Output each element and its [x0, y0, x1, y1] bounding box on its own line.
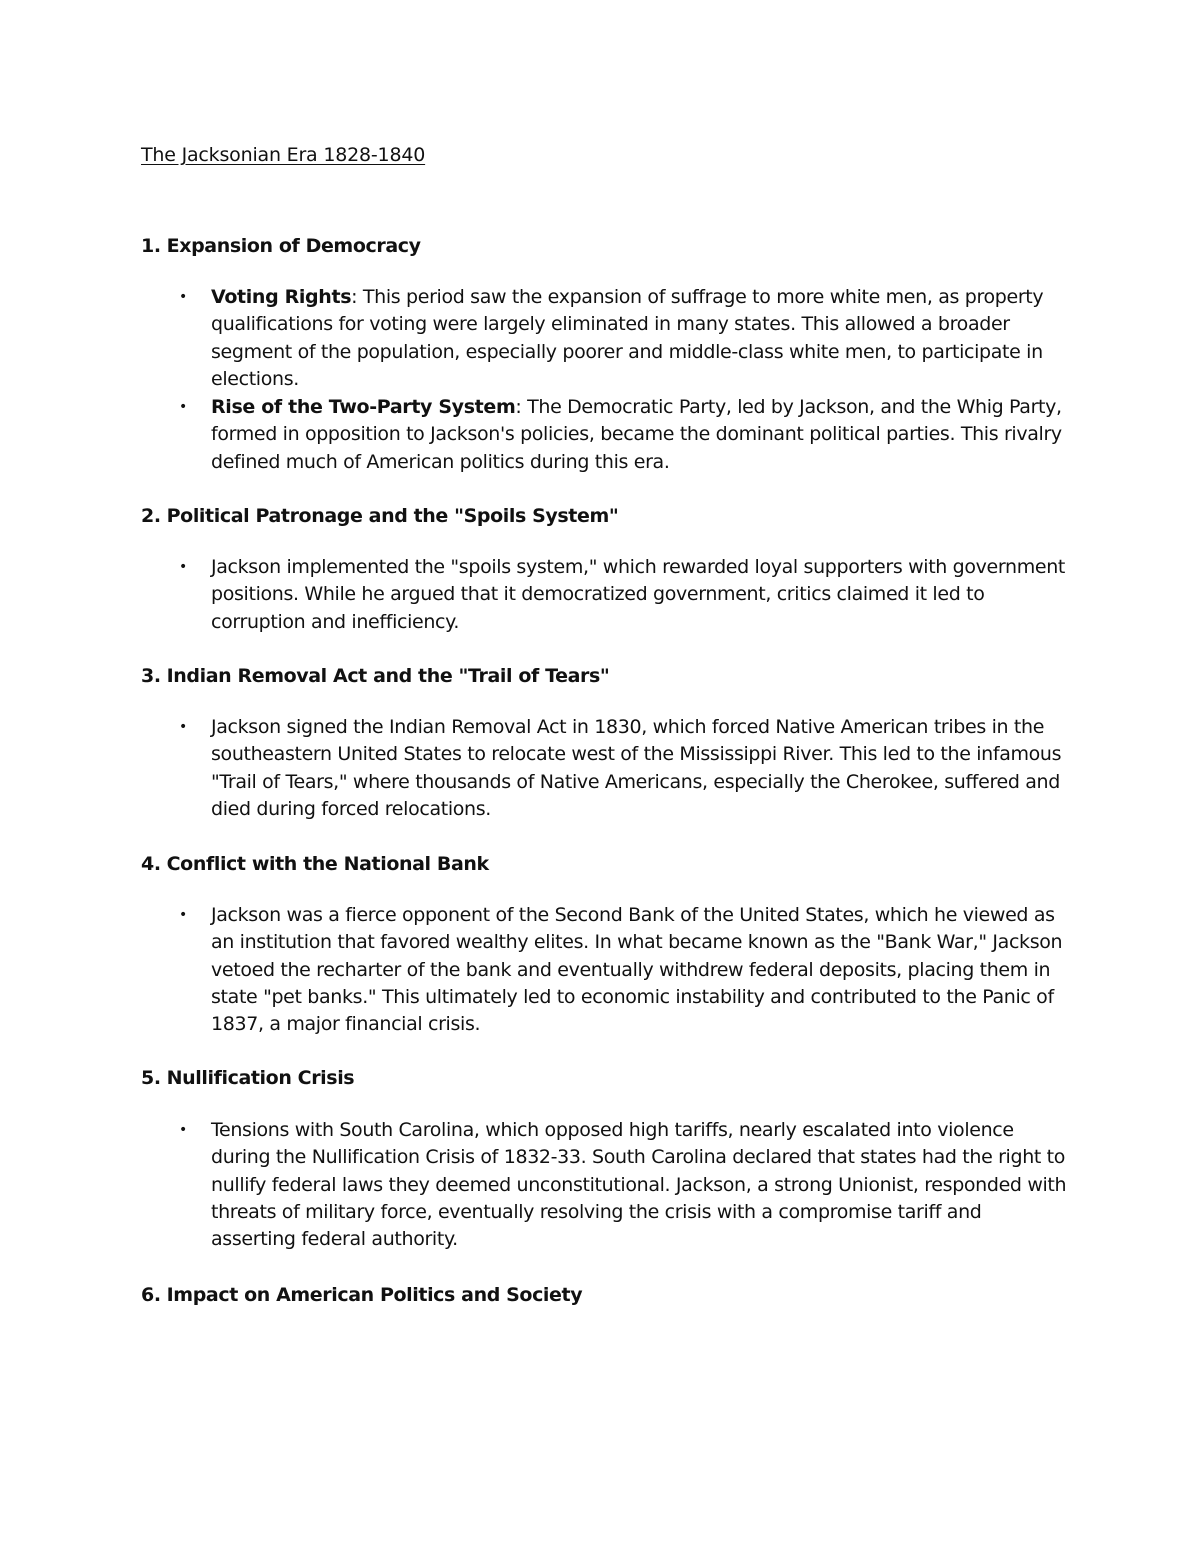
section-heading-indian-removal-act	[141, 664, 609, 688]
section-title: Indian Removal Act and the "Trail of Tears"	[166, 665, 610, 687]
bullet-text: Jackson signed the Indian Removal Act in 1830, which forced Native American tribes in the southeastern United States to relocate west of the Mississippi River. This led to the infamous "Trail of Tears," where thousands of Native Americans, especially the Cherokee, suffered and died during forced relocations.	[211, 716, 1062, 820]
document-title: The Jacksonian Era 1828-1840	[141, 144, 426, 166]
bullet-indian-removal-act	[211, 714, 1071, 823]
bullet-text: Jackson was a fierce opponent of the Second Bank of the United States, which he viewed as an institution that favored wealthy elites. In what became known as the "Bank War," Jackson vetoed the recharter of the bank and eventually withdrew federal deposits, placing them in state "pet banks." This ultimately led to economic instability and contributed to the Panic of 1837, a major financial crisis.	[211, 904, 1063, 1036]
section-title: Political Patronage and the "Spoils System"	[166, 505, 619, 527]
section-title: Conflict with the National Bank	[166, 853, 489, 875]
section-number: 4.	[141, 853, 161, 875]
bullet-text: Jackson implemented the "spoils system," which rewarded loyal supporters with government positions. While he argued that it democratized government, critics claimed it led to corruption and inefficiency.	[211, 556, 1065, 633]
section-title: Impact on American Politics and Society	[166, 1284, 583, 1306]
section-title: Expansion of Democracy	[166, 235, 421, 257]
section-number: 5.	[141, 1067, 161, 1089]
bullet-lead: Voting Rights	[211, 286, 352, 308]
bullet-national-bank	[211, 902, 1071, 1038]
section-heading-spoils-system	[141, 504, 618, 528]
bullet-text: : The Democratic Party, led by Jackson, and the Whig Party, formed in opposition to Jackson's policies, became the dominant political parties. This rivalry defined much of American politics during this era.	[211, 396, 1062, 473]
bullet-voting-rights	[211, 284, 1071, 393]
bullet-text: Tensions with South Carolina, which opposed high tariffs, nearly escalated into violence during the Nullification Crisis of 1832-33. South Carolina declared that states had the right to nullify federal laws they deemed unconstitutional. Jackson, a strong Unionist, responded with threats of military force, eventually resolving the crisis with a compromise tariff and asserting federal authority.	[211, 1119, 1067, 1251]
section-heading-impact-on-politics	[141, 1283, 582, 1307]
section-number: 6.	[141, 1284, 161, 1306]
section-heading-national-bank	[141, 852, 489, 876]
section-heading-expansion-of-democracy	[141, 234, 421, 258]
bullet-text: : This period saw the expansion of suffrage to more white men, as property qualifications for voting were largely eliminated in many states. This allowed a broader segment of the population, especially poorer and middle-class white men, to participate in elections.	[211, 286, 1044, 390]
section-title: Nullification Crisis	[166, 1067, 355, 1089]
bullet-nullification-crisis	[211, 1117, 1071, 1253]
section-number: 3.	[141, 665, 161, 687]
bullet-spoils-system	[211, 554, 1071, 636]
bullet-two-party-system	[211, 394, 1071, 476]
section-heading-nullification-crisis	[141, 1066, 354, 1090]
section-number: 1.	[141, 235, 161, 257]
section-number: 2.	[141, 505, 161, 527]
bullet-lead: Rise of the Two-Party System	[211, 396, 516, 418]
